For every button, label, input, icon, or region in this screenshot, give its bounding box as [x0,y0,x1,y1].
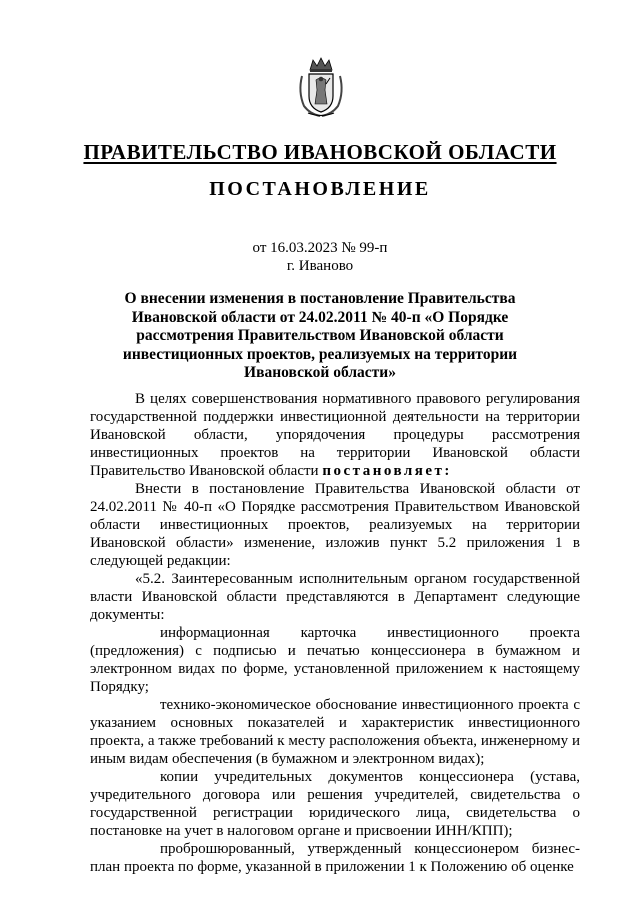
document-type: ПОСТАНОВЛЕНИЕ [209,178,431,200]
date-number: от 16.03.2023 № 99-п [252,240,388,256]
government-title: ПРАВИТЕЛЬСТВО ИВАНОВСКОЙ ОБЛАСТИ [83,140,557,164]
city: г. Иваново [286,258,354,274]
resolution-keyword: постановляет: [322,463,452,479]
list-item-feasibility: технико-экономическое обоснование инвестиционного проекта с указанием основных показателей и характеристик инвестиционного проекта, а также требований к месту расположения объекта, инженерному и иным видам обеспечения (в бумажном и электронном видах); [90,697,580,767]
list-item-info-card: информационная карточка инвестиционного проекта (предложения) с подписью и печатью концессионера в бумажном и электронном видах по форме, установленной приложением к настоящему Порядку; [90,625,580,695]
paragraph-amendment: Внести в постановление Правительства Ивановской области от 24.02.2011 № 40-п «О Порядке рассмотрения Правительством Ивановской области инвестиционных проектов, реализуемых на территории Ивановской области» изменение, изложив пункт 5.2 приложения 1 в следующей редакции: [90,481,580,569]
paragraph-5-2: «5.2. Заинтересованным исполнительным органом государственной власти Ивановской области представляются в Департамент следующие документы: [90,571,580,623]
document-body [90,390,580,876]
document-subject: О внесении изменения в постановление Правительства Ивановской области от 24.02.2011 № 40-п «О Порядке рассмотрения Правительством Ивановской области инвестиционных проектов, реализуемых на территории Ивановской области» [122,290,518,381]
preamble-text: В целях совершенствования нормативного правового регулирования государственной поддержки инвестиционной деятельности на территории Ивановской области, упорядочения процедуры рассмотрения инвестиционных проектов на территории Ивановской области Правительство Ивановской области [90,391,580,479]
ivanovo-coat-of-arms-icon [296,56,346,118]
list-item-charter-copies: копии учредительных документов концессионера (устава, учредительного договора или решения учредителей, свидетельства о государственной регистрации юридического лица, свидетельства о постановке на учет в налоговом органе и присвоении ИНН/КПП); [90,769,580,839]
paragraph-preamble [90,390,580,480]
list-item-business-plan: проброшюрованный, утвержденный концессионером бизнес-план проекта по форме, указанной в приложении 1 к Положению об оценке [90,841,580,875]
